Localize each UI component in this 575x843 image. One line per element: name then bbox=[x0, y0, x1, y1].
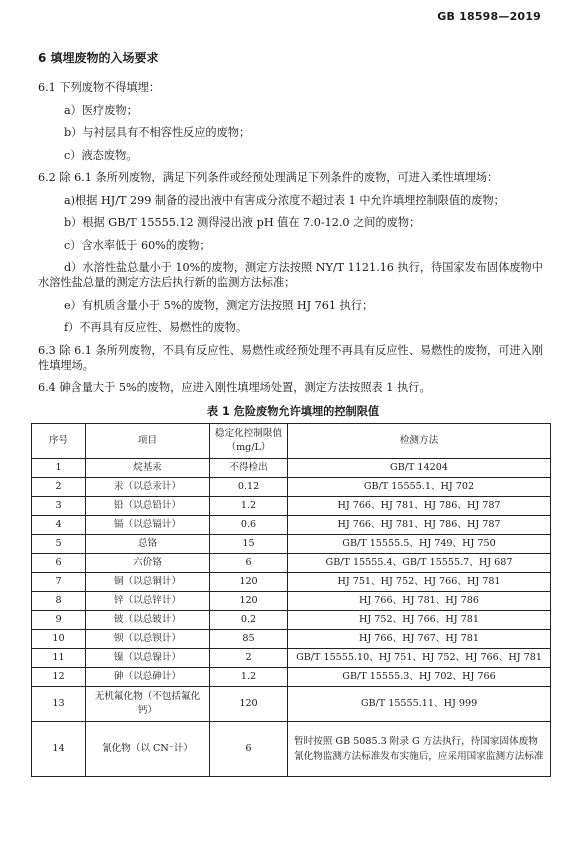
cell-no: 10 bbox=[32, 629, 86, 648]
cell-item: 六价铬 bbox=[86, 553, 210, 572]
cell-item: 镉（以总镉计） bbox=[86, 515, 210, 534]
cell-item: 镍（以总镍计） bbox=[86, 648, 210, 667]
clause-6-1: 6.1 下列废物不得填埋： bbox=[38, 81, 161, 94]
cell-method: GB/T 15555.11、HJ 999 bbox=[288, 686, 551, 721]
cell-item: 铜（以总铜计） bbox=[86, 572, 210, 591]
clause-6-2-item: e）有机质含量小于 5%的废物，测定方法按照 HJ 761 执行； bbox=[64, 298, 374, 312]
table-row bbox=[32, 458, 551, 477]
cell-limit: 1.2 bbox=[210, 496, 288, 515]
cell-method: HJ 766、HJ 781、HJ 786 bbox=[288, 591, 551, 610]
table-row bbox=[32, 515, 551, 534]
cell-no: 2 bbox=[32, 477, 86, 496]
table-row bbox=[32, 477, 551, 496]
table-header-row bbox=[32, 423, 551, 458]
clause-6-4: 6.4 砷含量大于 5%的废物，应进入刚性填埋场处置，测定方法按照表 1 执行。 bbox=[38, 381, 431, 394]
cell-limit: 120 bbox=[210, 591, 288, 610]
header-limit: 稳定化控制限值（mg/L） bbox=[210, 423, 288, 458]
document-page bbox=[38, 50, 548, 777]
standard-code: GB 18598—2019 bbox=[437, 10, 541, 23]
cell-item: 锌（以总锌计） bbox=[86, 591, 210, 610]
cell-no: 3 bbox=[32, 496, 86, 515]
cell-limit: 1.2 bbox=[210, 667, 288, 686]
clause-6-2-item: f）不再具有反应性、易燃性的废物。 bbox=[64, 321, 248, 334]
cell-limit: 85 bbox=[210, 629, 288, 648]
clause-6-1-item: b）与衬层具有不相容性反应的废物； bbox=[64, 126, 251, 139]
header-no: 序号 bbox=[32, 423, 86, 458]
header-item: 项目 bbox=[86, 423, 210, 458]
clause-6-3: 6.3 除 6.1 条所列废物，不具有反应性、易燃性或经预处理不再具有反应性、易燃性的废物，可进入刚性填埋场。 bbox=[38, 343, 543, 372]
table-row bbox=[32, 496, 551, 515]
cell-method: GB/T 15555.5、HJ 749、HJ 750 bbox=[288, 534, 551, 553]
cell-method: GB/T 15555.10、HJ 751、HJ 752、HJ 766、HJ 781 bbox=[288, 648, 551, 667]
cell-method: GB/T 15555.1、HJ 702 bbox=[288, 477, 551, 496]
cell-method: HJ 766、HJ 767、HJ 781 bbox=[288, 629, 551, 648]
table-row bbox=[32, 534, 551, 553]
cell-no: 1 bbox=[32, 458, 86, 477]
cell-method: GB/T 14204 bbox=[288, 458, 551, 477]
cell-item: 砷（以总砷计） bbox=[86, 667, 210, 686]
cell-no: 4 bbox=[32, 515, 86, 534]
cell-item: 烷基汞 bbox=[86, 458, 210, 477]
cell-method: GB/T 15555.3、HJ 702、HJ 766 bbox=[288, 667, 551, 686]
cell-method: HJ 766、HJ 781、HJ 786、HJ 787 bbox=[288, 515, 551, 534]
limits-table bbox=[31, 423, 551, 777]
clause-6-1-item: a）医疗废物； bbox=[64, 103, 138, 117]
section-title: 6 填埋废物的入场要求 bbox=[38, 51, 159, 65]
clause-6-2-item: d）水溶性盐总量小于 10%的废物，测定方法按照 NY/T 1121.16 执行，待国家发布固体废物中水溶性盐总量的测定方法后执行新的监测方法标准； bbox=[38, 261, 543, 289]
cell-method: HJ 766、HJ 781、HJ 786、HJ 787 bbox=[288, 496, 551, 515]
cell-method: HJ 752、HJ 766、HJ 781 bbox=[288, 610, 551, 629]
cell-no: 5 bbox=[32, 534, 86, 553]
table-row bbox=[32, 667, 551, 686]
header-method: 检测方法 bbox=[288, 423, 551, 458]
cell-limit: 0.12 bbox=[210, 477, 288, 496]
cell-limit: 6 bbox=[210, 553, 288, 572]
table-row bbox=[32, 686, 551, 721]
cell-limit: 120 bbox=[210, 572, 288, 591]
table-row bbox=[32, 553, 551, 572]
cell-item: 总铬 bbox=[86, 534, 210, 553]
table-row bbox=[32, 629, 551, 648]
table-row bbox=[32, 610, 551, 629]
cell-limit: 不得检出 bbox=[210, 458, 288, 477]
cell-item: 汞（以总汞计） bbox=[86, 477, 210, 496]
cell-item: 铅（以总铅计） bbox=[86, 496, 210, 515]
cell-no: 8 bbox=[32, 591, 86, 610]
table-row bbox=[32, 591, 551, 610]
clause-6-2-item: a)根据 HJ/T 299 制备的浸出液中有害成分浓度不超过表 1 中允许填埋控制限值的废物； bbox=[64, 193, 505, 207]
cell-limit: 15 bbox=[210, 534, 288, 553]
table-row bbox=[32, 721, 551, 776]
cell-limit: 6 bbox=[210, 721, 288, 776]
cell-item: 铍（以总铍计） bbox=[86, 610, 210, 629]
cell-method: GB/T 15555.4、GB/T 15555.7、HJ 687 bbox=[288, 553, 551, 572]
cell-limit: 0.6 bbox=[210, 515, 288, 534]
cell-limit: 0.2 bbox=[210, 610, 288, 629]
cell-no: 13 bbox=[32, 686, 86, 721]
clause-6-1-item: c）液态废物。 bbox=[64, 148, 138, 162]
cell-no: 12 bbox=[32, 667, 86, 686]
clause-6-2-item: b）根据 GB/T 15555.12 测得浸出液 pH 值在 7.0-12.0 之间的废物； bbox=[64, 216, 421, 229]
cell-method: HJ 751、HJ 752、HJ 766、HJ 781 bbox=[288, 572, 551, 591]
cell-no: 6 bbox=[32, 553, 86, 572]
table-row bbox=[32, 572, 551, 591]
cell-limit: 2 bbox=[210, 648, 288, 667]
cell-item: 氰化物（以 CN⁻计） bbox=[86, 721, 210, 776]
clause-6-2-item: c）含水率低于 60%的废物； bbox=[64, 238, 211, 252]
cell-no: 9 bbox=[32, 610, 86, 629]
cell-method: 暂时按照 GB 5085.3 附录 G 方法执行，待国家固体废物氰化物监测方法标准发布实施后，应采用国家监测方法标准 bbox=[288, 721, 551, 776]
cell-item: 钡（以总钡计） bbox=[86, 629, 210, 648]
clause-6-2: 6.2 除 6.1 条所列废物，满足下列条件或经预处理满足下列条件的废物，可进入柔性填埋场： bbox=[38, 171, 499, 184]
table-row bbox=[32, 648, 551, 667]
table-caption: 表 1 危险废物允许填埋的控制限值 bbox=[206, 404, 380, 418]
cell-no: 11 bbox=[32, 648, 86, 667]
cell-item: 无机氟化物（不包括氟化钙） bbox=[86, 686, 210, 721]
cell-no: 14 bbox=[32, 721, 86, 776]
cell-no: 7 bbox=[32, 572, 86, 591]
cell-limit: 120 bbox=[210, 686, 288, 721]
